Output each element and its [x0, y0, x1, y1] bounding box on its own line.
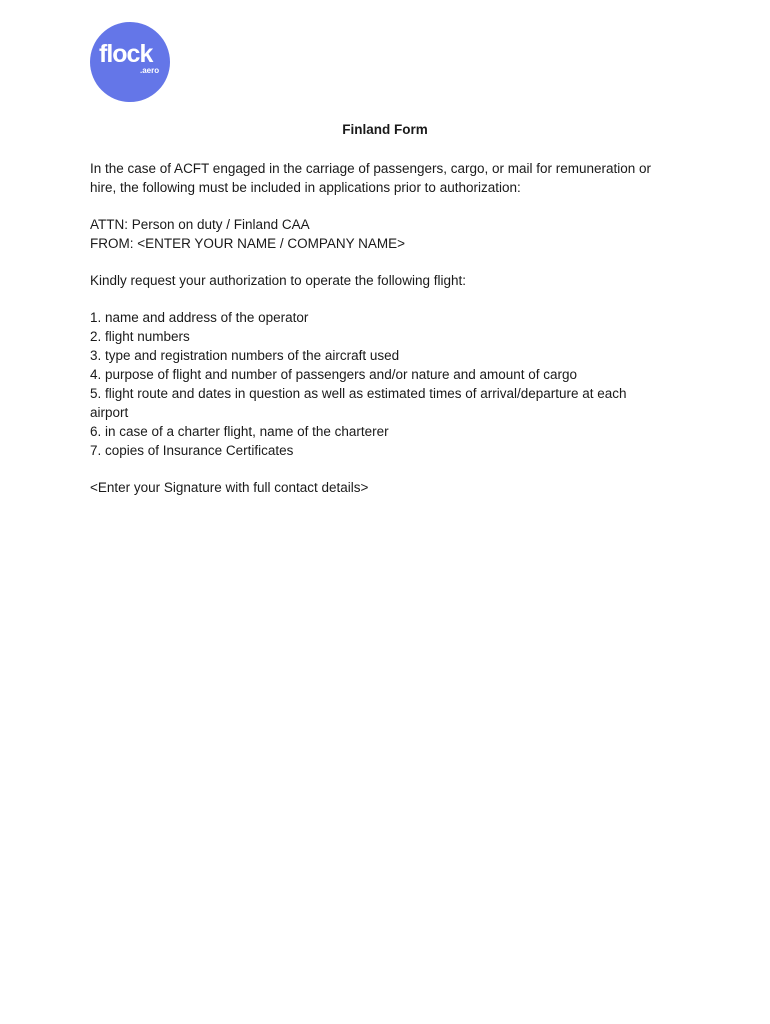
list-item: airport	[90, 405, 129, 420]
list-item: 2. flight numbers	[90, 329, 190, 344]
list-item: 6. in case of a charter flight, name of the charterer	[90, 424, 389, 439]
intro-line-2: hire, the following must be included in applications prior to authorization:	[90, 180, 521, 195]
document-body	[90, 159, 690, 497]
logo-wordmark: flock	[99, 40, 153, 68]
signature-line: <Enter your Signature with full contact details>	[90, 480, 369, 495]
list-item: 3. type and registration numbers of the aircraft used	[90, 348, 400, 363]
list-item: 4. purpose of flight and number of passengers and/or nature and amount of cargo	[90, 367, 578, 382]
request-line: Kindly request your authorization to operate the following flight:	[90, 273, 466, 288]
logo-suffix: .aero	[140, 66, 160, 75]
intro-line-1: In the case of ACFT engaged in the carriage of passengers, cargo, or mail for remuneration or	[90, 161, 652, 176]
list-item: 1. name and address of the operator	[90, 310, 309, 325]
list-item: 7. copies of Insurance Certificates	[90, 443, 294, 458]
document-title: Finland Form	[342, 122, 428, 137]
flock-logo	[90, 22, 170, 102]
from-line: FROM: <ENTER YOUR NAME / COMPANY NAME>	[90, 236, 406, 251]
list-item: 5. flight route and dates in question as well as estimated times of arrival/departure at each	[90, 386, 627, 401]
attn-line: ATTN: Person on duty / Finland CAA	[90, 217, 310, 232]
